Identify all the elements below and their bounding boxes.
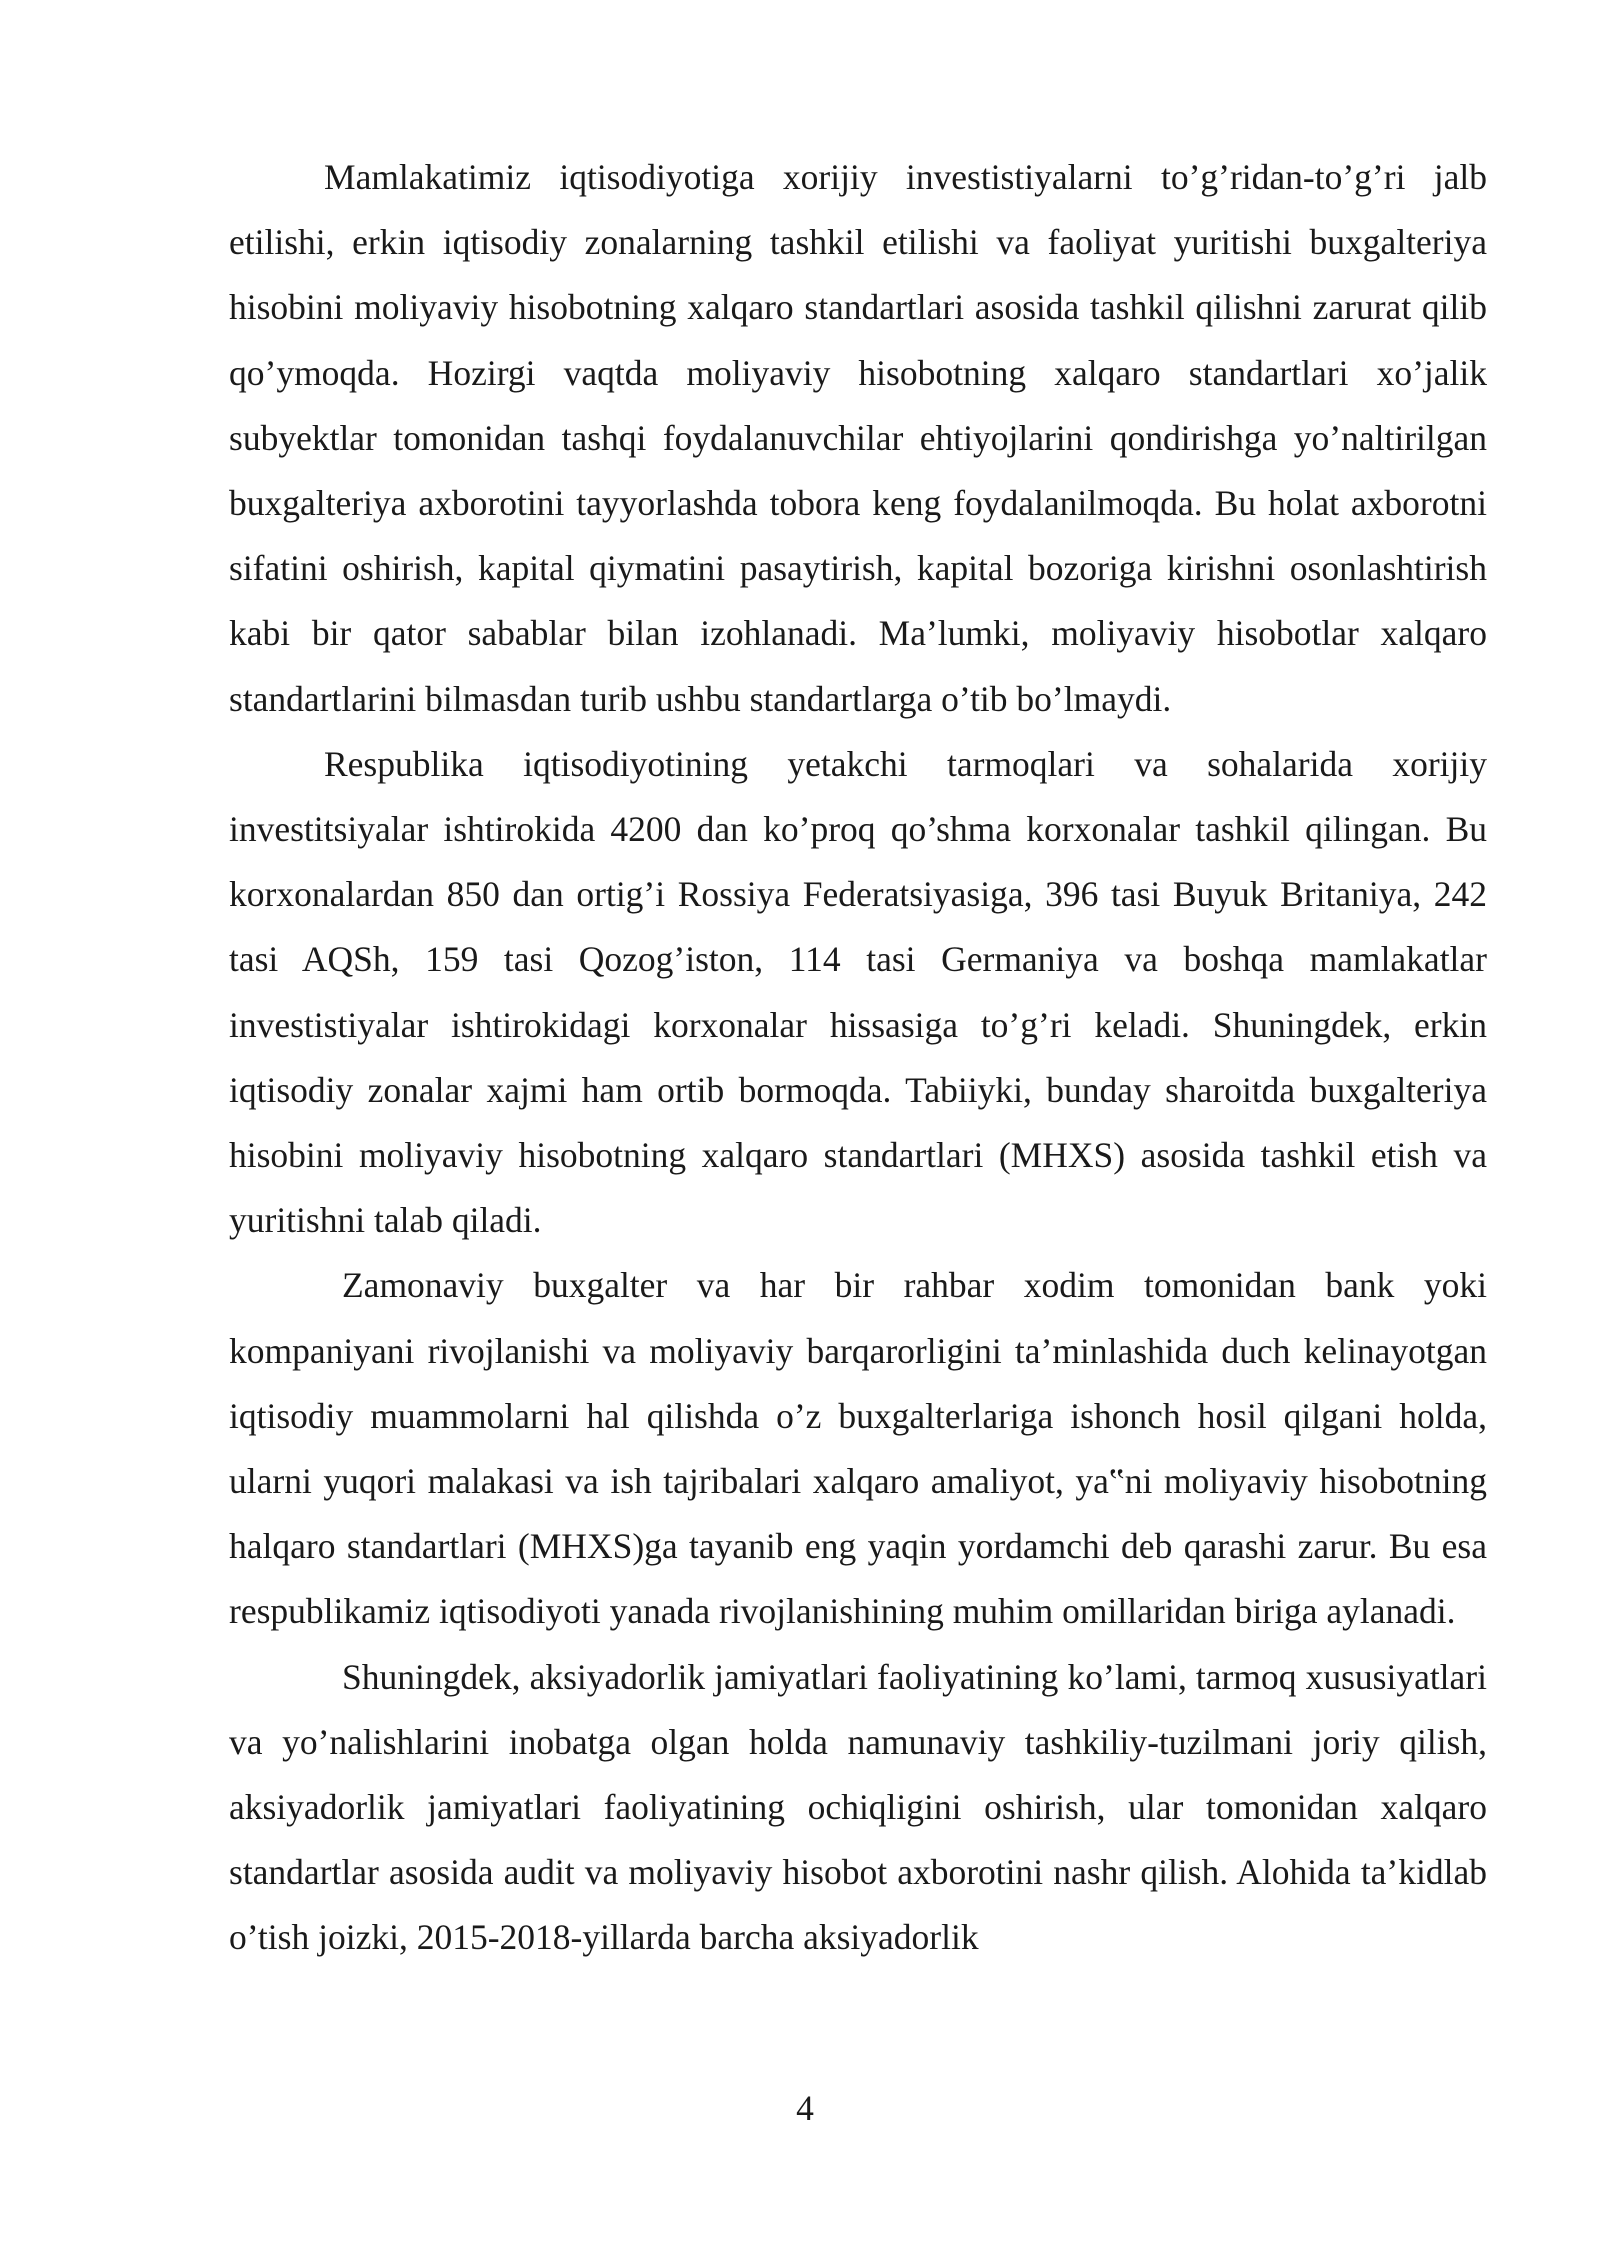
paragraph-modern-accountant: Zamonaviy buxgalter va har bir rahbar xodim tomonidan bank yoki kompaniyani rivojlanishi va moliyaviy barqarorligini ta’minlashida duch kelinayotgan iqtisodiy muammolarni hal qilishda o’z buxgalterlariga ishonch hosil qilgani holda, ularni yuqori malakasi va ish tajribalari xalqaro amaliyot, ya‟ni moliyaviy hisobotning halqaro standartlari (MHXS)ga tayanib eng yaqin yordamchi deb qarashi zarur. Bu esa respublikamiz iqtisodiyoti yanada rivojlanishining muhim omillaridan biriga aylanadi. <box>229 1265 1487 1632</box>
body-text <box>229 145 1487 1971</box>
paragraph-foreign-investment: Mamlakatimiz iqtisodiyotiga xorijiy investistiyalarni to’g’ridan-to’g’ri jalb etilishi, erkin iqtisodiy zonalarning tashkil etilishi va faoliyat yuritishi buxgalteriya hisobini moliyaviy hisobotning xalqaro standartlari asosida tashkil qilishni zarurat qilib qo’ymoqda. Hozirgi vaqtda moliyaviy hisobotning xalqaro standartlari xo’jalik subyektlar tomonidan tashqi foydalanuvchilar ehtiyojlarini qondirishga yo’naltirilgan buxgalteriya axborotini tayyorlashda tobora keng foydalanilmoqda. Bu holat axborotni sifatini oshirish, kapital qiymatini pasaytirish, kapital bozoriga kirishni osonlashtirish kabi bir qator sabablar bilan izohlanadi. Ma’lumki, moliyaviy hisobotlar xalqaro standartlarini bilmasdan turib ushbu standartlarga o’tib bo’lmaydi. <box>229 157 1487 719</box>
paragraph-joint-stock-companies: Shuningdek, aksiyadorlik jamiyatlari faoliyatining ko’lami, tarmoq xususiyatlari va yo’nalishlarini inobatga olgan holda namunaviy tashkiliy-tuzilmani joriy qilish, aksiyadorlik jamiyatlari faoliyatining ochiqligini oshirish, ular tomonidan xalqaro standartlar asosida audit va moliyaviy hisobot axborotini nashr qilish. Alohida ta’kidlab o’tish joizki, 2015-2018-yillarda barcha aksiyadorlik <box>229 1656 1487 1958</box>
page-number: 4 <box>796 2088 814 2128</box>
paragraph-joint-ventures: Respublika iqtisodiyotining yetakchi tarmoqlari va sohalarida xorijiy investitsiyalar ishtirokida 4200 dan ko’proq qo’shma korxonalar tashkil qilingan. Bu korxonalardan 850 dan ortig’i Rossiya Federatsiyasiga, 396 tasi Buyuk Britaniya, 242 tasi AQSh, 159 tasi Qozog’iston, 114 tasi Germaniya va boshqa mamlakatlar investistiyalar ishtirokidagi korxonalar hissasiga to’g’ri keladi. Shuningdek, erkin iqtisodiy zonalar xajmi ham ortib bormoqda. Tabiiyki, bunday sharoitda buxgalteriya hisobini moliyaviy hisobotning xalqaro standartlari (MHXS) asosida tashkil etish va yuritishni talab qiladi. <box>229 743 1487 1241</box>
